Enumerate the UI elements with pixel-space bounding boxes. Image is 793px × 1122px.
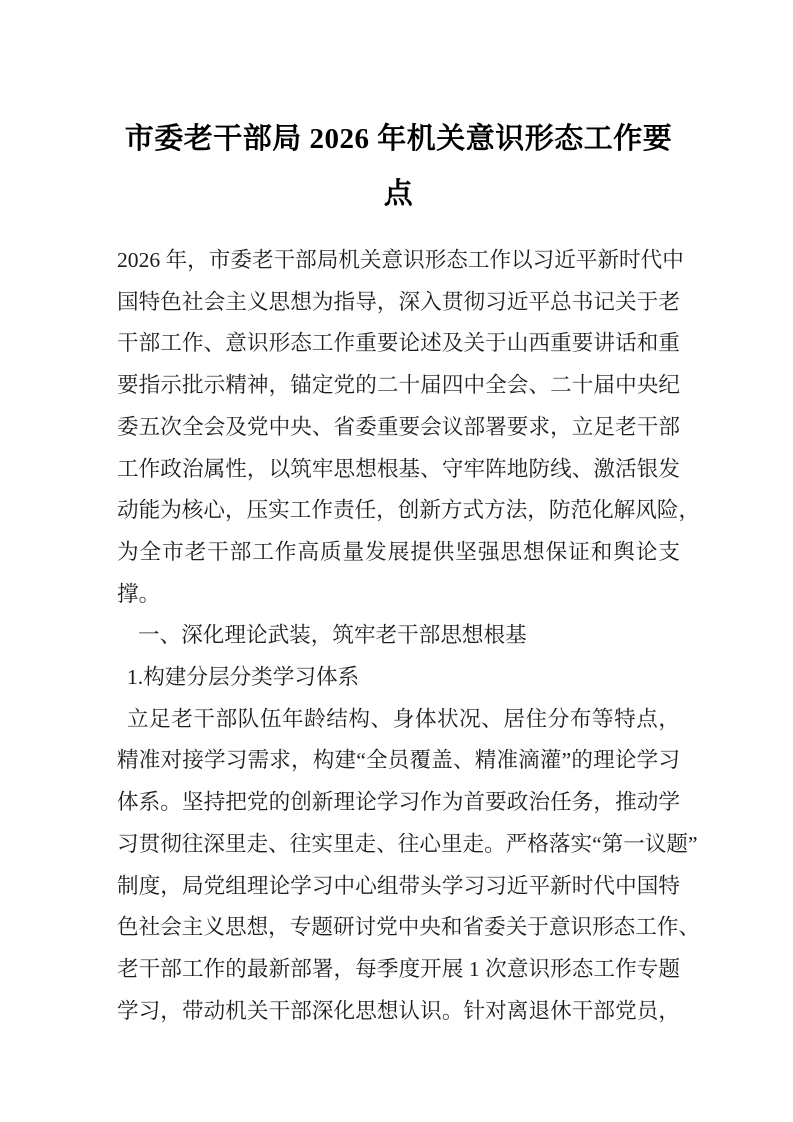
paragraph-line: 2026 年，市委老干部局机关意识形态工作以习近平新时代中 [117,248,684,272]
section-heading-1: 一、深化理论武装，筑牢老干部思想根基 [138,623,527,648]
document-body [117,240,701,1032]
intro-paragraph [117,240,701,615]
paragraph-line: 制度，局党组理论学习中心组带头学习习近平新时代中国特 [117,873,680,898]
paragraph-line: 体系。坚持把党的创新理论学习作为首要政治任务，推动学 [117,790,680,815]
paragraph-line: 干部工作、意识形态工作重要论述及关于山西重要讲话和重 [117,331,680,356]
document-title [117,112,680,222]
paragraph-line: 工作政治属性，以筑牢思想根基、守牢阵地防线、激活银发 [117,456,680,481]
paragraph-line: 要指示批示精神，锚定党的二十届四中全会、二十届中央纪 [117,373,680,398]
paragraph-line: 委五次全会及党中央、省委重要会议部署要求，立足老干部 [117,414,680,439]
paragraph-line: 习贯彻往深里走、往实里走、往心里走。严格落实“第一议题” [117,831,698,856]
paragraph-line: 学习，带动机关干部深化思想认识。针对离退休干部党员， [117,998,680,1023]
paragraph-line: 撑。 [117,581,161,606]
item-1-paragraph [117,699,701,1033]
document-title-line-2: 点 [383,178,414,210]
paragraph-line: 立足老干部队伍年龄结构、身体状况、居住分布等特点， [127,706,680,731]
paragraph-line: 老干部工作的最新部署，每季度开展 1 次意识形态工作专题 [117,956,680,981]
paragraph-line: 为全市老干部工作高质量发展提供坚强思想保证和舆论支 [117,539,680,564]
paragraph-line: 色社会主义思想，专题研讨党中央和省委关于意识形态工作、 [117,915,701,940]
paragraph-line: 动能为核心，压实工作责任，创新方式方法，防范化解风险， [117,498,701,523]
paragraph-line: 精准对接学习需求，构建“全员覆盖、精准滴灌”的理论学习 [117,748,680,773]
paragraph-line: 国特色社会主义思想为指导，深入贯彻习近平总书记关于老 [117,289,680,314]
document-title-line-1: 市委老干部局 2026 年机关意识形态工作要 [124,123,673,155]
sub-heading-1-1: 1.构建分层分类学习体系 [127,665,360,690]
